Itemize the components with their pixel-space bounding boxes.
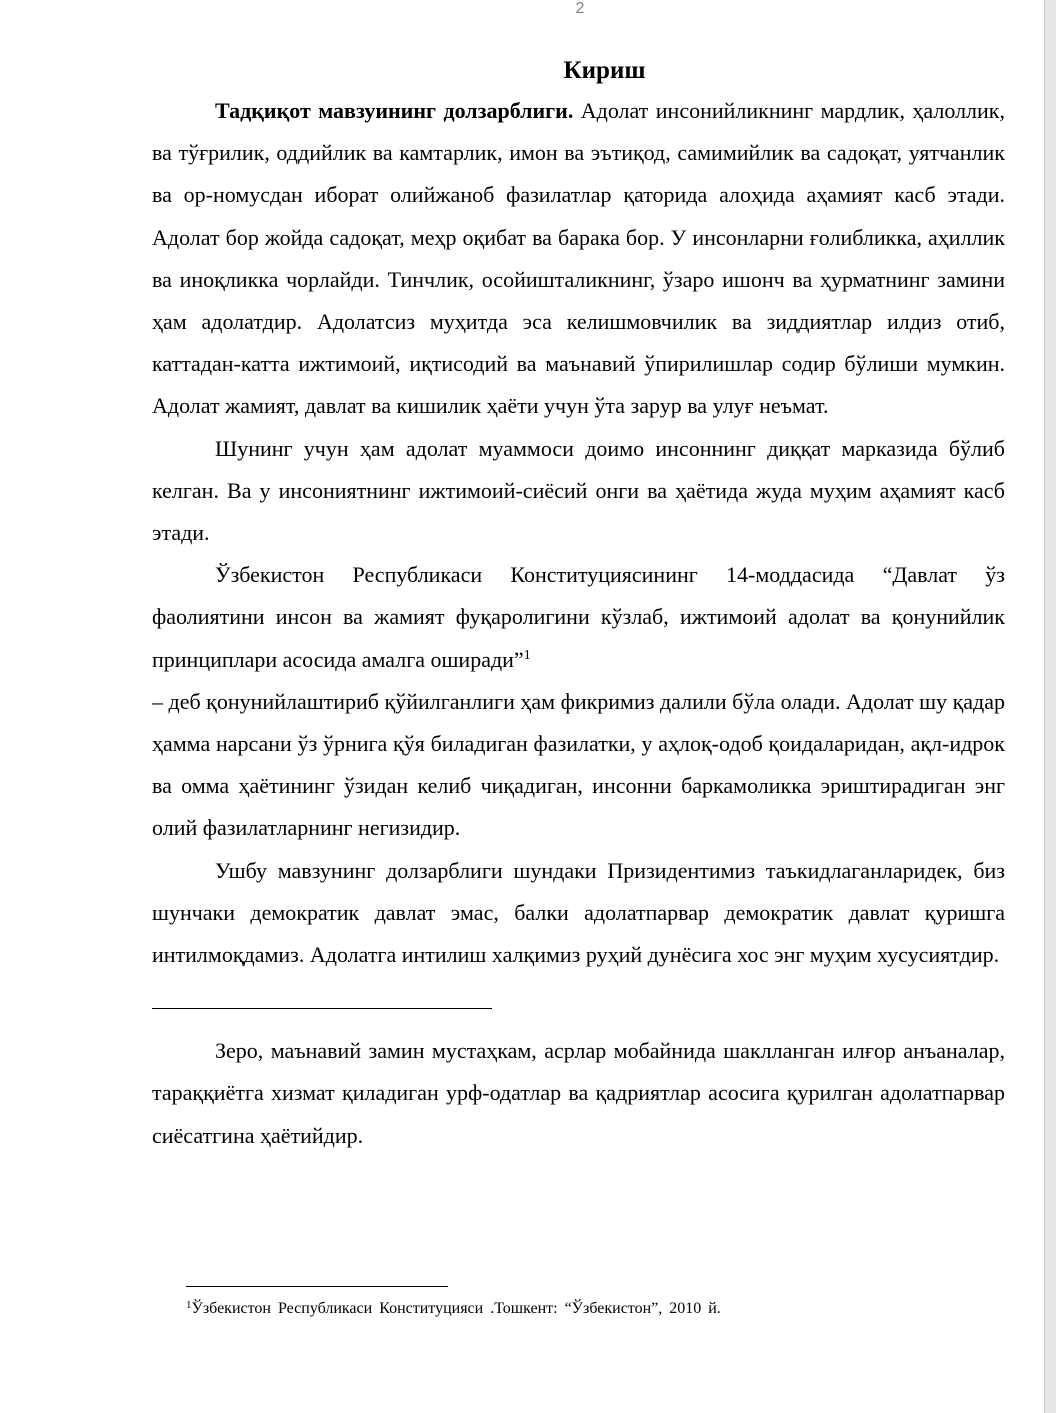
- footnote-number: 1: [186, 1299, 192, 1311]
- footnote-text: Ўзбекистон Республикаси Конституцияси .Тошкент: “Ўзбекистон”, 2010 й.: [191, 1300, 721, 1317]
- paragraph-lead-heading: Тадқиқот мавзуининг долзарблиги.: [215, 98, 574, 123]
- paragraph-constitution: [152, 554, 1005, 681]
- footnote: [186, 1298, 721, 1320]
- paragraph: Зеро, маънавий замин мустаҳкам, асрлар мобайнида шаклланган илғор анъаналар, тараққиётга хизмат қиладиган урф-одатлар ва қадриятлар асосига қурилган адолатпарвар сиёсатгина ҳаётийдир.: [152, 1038, 1005, 1148]
- section-title: Кириш: [563, 57, 646, 84]
- separator-line: [152, 1008, 492, 1009]
- paragraph-text: Ўзбекистон Республикаси Конституциясининг 14-моддасида “Давлат ўз фаолиятини инсон ва жамият фуқаролигини кўзлаб, ижтимоий адолат ва қонунийлик принциплари асосида амалга оширади”: [152, 562, 1005, 672]
- paragraph: Ушбу мавзунинг долзарблиги шундаки Призидентимиз таъкидлаганларидек, биз шунчаки демократик давлат эмас, балки адолатпарвар демократик давлат қуришга интилмоқдамиз. Адолатга интилиш халқимиз руҳий дунёсига хос энг муҳим хусусиятдир.: [152, 857, 1005, 968]
- paragraph: Шунинг учун ҳам адолат муаммоси доимо инсоннинг диққат марказида бўлиб келган. Ва у инсониятнинг ижтимоий-сиёсий онги ва ҳаётида жуда муҳим аҳамият касб этади.: [152, 435, 1005, 546]
- footnote-reference[interactable]: 1: [523, 647, 531, 663]
- footnote-separator: [186, 1286, 448, 1287]
- page-number: 2: [575, 0, 585, 17]
- paragraph: – деб қонунийлаштириб қўйилганлиги ҳам фикримиз далили бўла олади. Адолат шу қадар ҳамма нарсани ўз ўрнига қўя биладиган фазилатки, у аҳлоқ-одоб қоидаларидан, ақл-идрок ва омма ҳаётининг ўзидан келиб чиқадиган, инсонни баркамоликка эриштирадиган энг олий фазилатларнинг негизидир.: [152, 688, 1005, 841]
- paragraph-relevance: [152, 90, 1005, 428]
- document-body: [152, 54, 1005, 1157]
- paragraph-text: Адолат инсонийликнинг мардлик, ҳалоллик, ва тўғрилик, оддийлик ва камтарлик, имон ва эътиқод, самимийлик ва садоқат, уятчанлик ва ор-номусдан иборат олийжаноб фазилатлар қаторида алоҳида аҳамият касб этади. Адолат бор жойда садоқат, меҳр оқибат ва барака бор. У инсонларни ғолибликка, аҳиллик ва иноқликка чорлайди. Тинчлик, осойишталикнинг, ўзаро ишонч ва ҳурматнинг замини ҳам адолатдир. Адолатсиз муҳитда эса келишмовчилик ва зиддиятлар илдиз отиб, каттадан-катта ижтимоий, иқтисодий ва маънавий ўпирилишлар содир бўлиши мумкин. Адолат жамият, давлат ва кишилик ҳаёти учун ўта зарур ва улуғ неъмат.: [152, 98, 1005, 419]
